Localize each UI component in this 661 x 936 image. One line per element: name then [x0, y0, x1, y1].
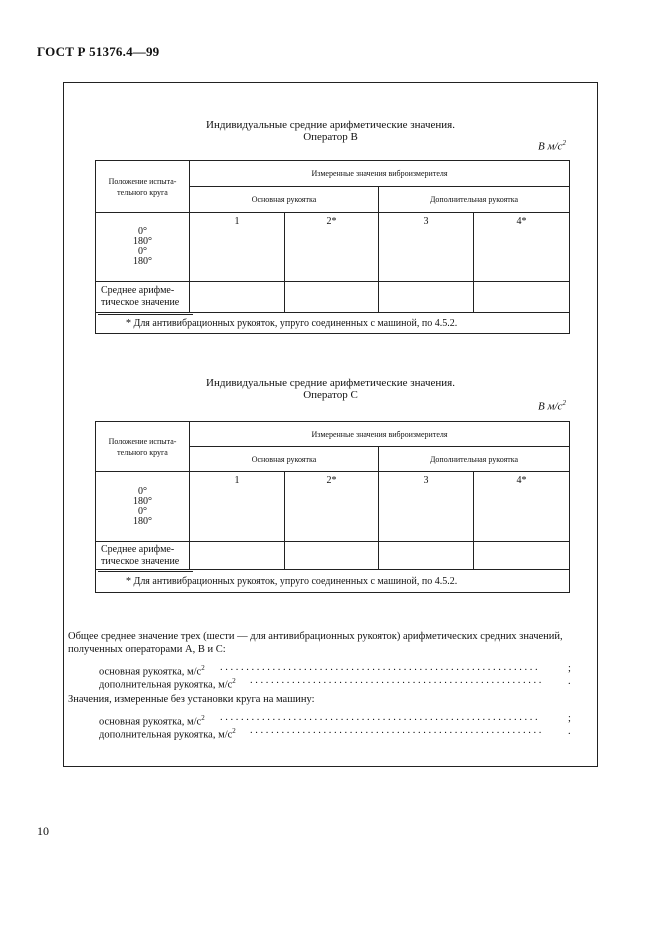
- table-b-caption-line1: Индивидуальные средние арифметические значения.: [206, 119, 455, 131]
- table-b: [95, 160, 570, 334]
- avg-cell-1: [190, 282, 285, 313]
- avg-cell-2: [285, 282, 379, 313]
- col-4-cell: 4*: [474, 472, 570, 542]
- avg-cell-1: [190, 542, 285, 570]
- measured-values-header: Измеренные значения виброизмерителя: [190, 161, 570, 187]
- table-c-caption-line2: Оператор С: [303, 389, 358, 401]
- avg-cell-3: [379, 542, 474, 570]
- avg-cell-2: [285, 542, 379, 570]
- avg-cell-3: [379, 282, 474, 313]
- table-c-caption: [0, 377, 661, 401]
- table-c-unit: В $м/с^2$: [538, 399, 566, 413]
- summary-main-label: основная рукоятка, $м/с^2$: [99, 664, 205, 678]
- col-1-cell: 1: [190, 472, 285, 542]
- col-2-cell: 2*: [285, 472, 379, 542]
- main-handle-header: Основная рукоятка: [190, 447, 379, 472]
- avg-cell-4: [474, 542, 570, 570]
- angles-cell: 0° 180° 0° 180°: [96, 213, 190, 282]
- without-main-dots: . . . . . . . . . . . . . . . . . . . . . . . . . . . . . . . . . . . . . . . . . . . . . . . . . . . . . . . . . . . . .: [220, 712, 538, 723]
- table-c: [95, 421, 570, 593]
- summary-line2: полученных операторами А, В и С:: [68, 644, 226, 655]
- page-number: 10: [37, 824, 49, 838]
- position-header: Положение испыта- тельного круга: [96, 161, 190, 213]
- table-b-unit: В $м/с^2$: [538, 139, 566, 153]
- summary-line1: Общее среднее значение трех (шести — для антивибрационных рукояток) арифметических средних значений,: [68, 631, 563, 642]
- position-header: Положение испыта- тельного круга: [96, 422, 190, 472]
- col-2-cell: 2*: [285, 213, 379, 282]
- without-wheel-line: Значения, измеренные без установки круга на машину:: [68, 694, 315, 705]
- aux-handle-header: Дополнительная рукоятка: [379, 447, 570, 472]
- aux-handle-header: Дополнительная рукоятка: [379, 187, 570, 213]
- summary-main-end: ;: [568, 663, 571, 674]
- summary-main-dots: . . . . . . . . . . . . . . . . . . . . . . . . . . . . . . . . . . . . . . . . . . . . . . . . . . . . . . . . . . . . .: [220, 662, 538, 673]
- footnote: * Для антивибрационных рукояток, упруго соединенных с машиной, по 4.5.2.: [96, 570, 570, 593]
- measured-values-header: Измеренные значения виброизмерителя: [190, 422, 570, 447]
- col-3-cell: 3: [379, 472, 474, 542]
- without-aux-dots: . . . . . . . . . . . . . . . . . . . . . . . . . . . . . . . . . . . . . . . . . . . . . . . . . . . . . . . .: [250, 725, 542, 736]
- summary-aux-end: .: [568, 676, 571, 687]
- standard-header: ГОСТ Р 51376.4—99: [37, 44, 160, 59]
- footnote: * Для антивибрационных рукояток, упруго соединенных с машиной, по 4.5.2.: [96, 313, 570, 334]
- average-row-label: Среднее арифме- тическое значение: [96, 542, 190, 570]
- avg-cell-4: [474, 282, 570, 313]
- col-1-cell: 1: [190, 213, 285, 282]
- average-row-label: Среднее арифме- тическое значение: [96, 282, 190, 313]
- summary-aux-dots: . . . . . . . . . . . . . . . . . . . . . . . . . . . . . . . . . . . . . . . . . . . . . . . . . . . . . . . .: [250, 675, 542, 686]
- angles-cell: 0° 180° 0° 180°: [96, 472, 190, 542]
- summary-aux-label: дополнительная рукоятка, $м/с^2$: [99, 677, 236, 691]
- col-3-cell: 3: [379, 213, 474, 282]
- without-aux-label: дополнительная рукоятка, $м/с^2$: [99, 727, 236, 741]
- table-c-caption-line1: Индивидуальные средние арифметические значения.: [206, 377, 455, 389]
- without-aux-end: .: [568, 726, 571, 737]
- table-b-caption-line2: Оператор В: [303, 131, 358, 143]
- without-main-label: основная рукоятка, $м/с^2$: [99, 714, 205, 728]
- main-handle-header: Основная рукоятка: [190, 187, 379, 213]
- without-main-end: ;: [568, 713, 571, 724]
- col-4-cell: 4*: [474, 213, 570, 282]
